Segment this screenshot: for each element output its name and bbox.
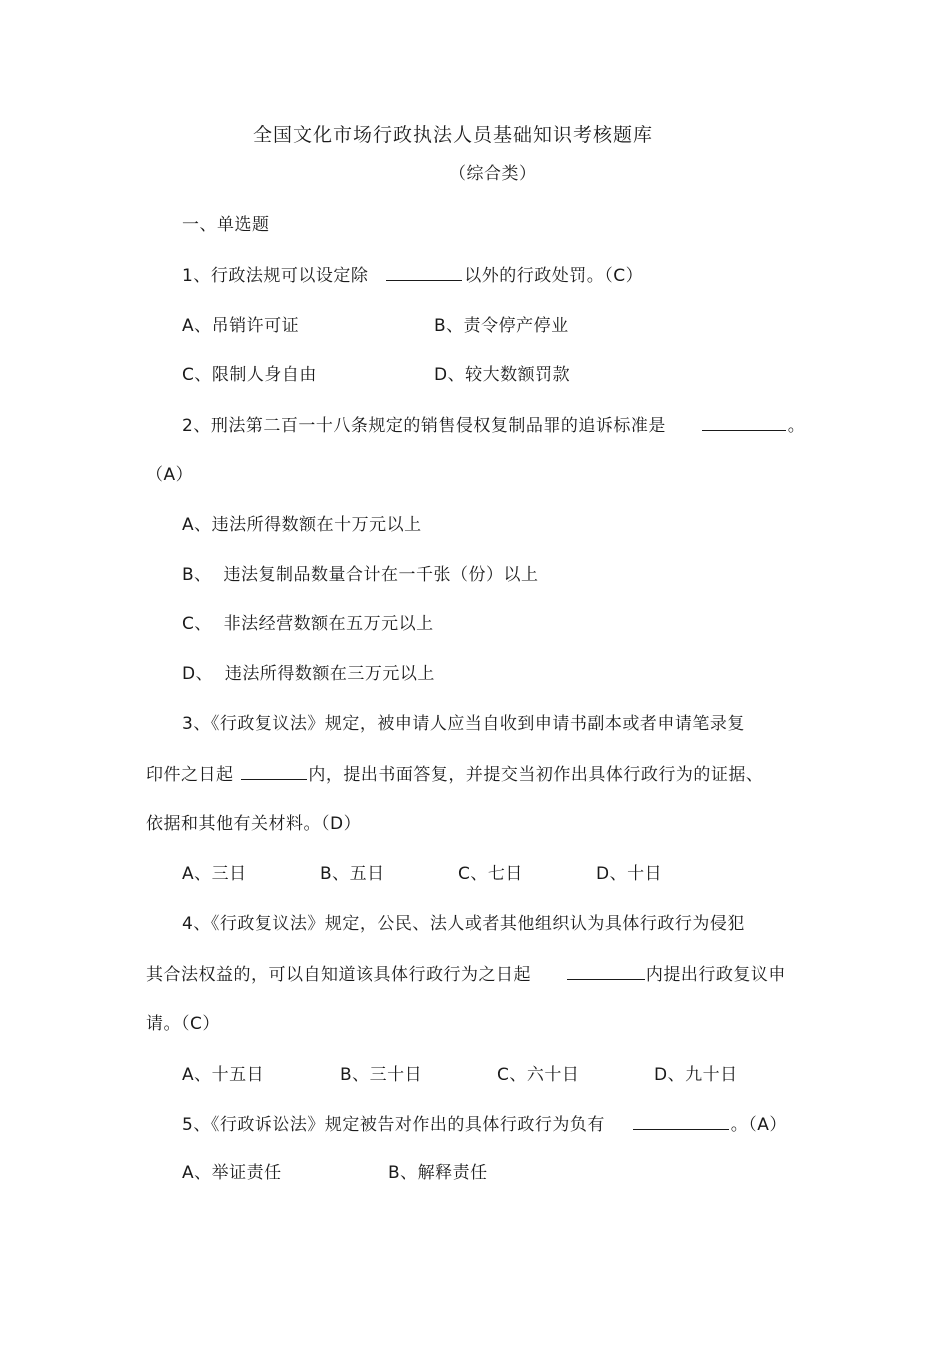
question-1-option-d: D、较大数额罚款 <box>434 365 571 385</box>
answer-blank <box>241 762 307 780</box>
section-heading: 一、单选题 <box>182 215 270 235</box>
answer-blank <box>633 1112 729 1130</box>
question-2-answer: （A） <box>146 465 194 485</box>
question-4-line-3: 请。（C） <box>146 1014 220 1034</box>
question-5-option-a: A、举证责任 <box>182 1163 282 1183</box>
question-4-line-1: 4、《行政复议法》规定，公民、法人或者其他组织认为具体行政行为侵犯 <box>182 914 745 934</box>
question-4-option-a: A、十五日 <box>182 1065 265 1085</box>
question-4-option-c: C、六十日 <box>497 1065 580 1085</box>
question-3-line-1: 3、《行政复议法》规定，被申请人应当自收到申请书副本或者申请笔录复 <box>182 714 745 734</box>
question-3-line-2 <box>146 762 763 787</box>
question-1-stem <box>182 263 643 288</box>
question-5-option-b: B、解释责任 <box>388 1163 488 1183</box>
question-3-option-d: D、十日 <box>596 864 663 884</box>
question-2-option-a: A、违法所得数额在十万元以上 <box>182 515 422 535</box>
question-4-option-d: D、九十日 <box>654 1065 738 1085</box>
question-5-stem <box>182 1112 787 1137</box>
question-4-line-2-after: 内提出行政复议申 <box>645 965 786 985</box>
question-5-stem-before: 5、《行政诉讼法》规定被告对作出的具体行政行为负有 <box>182 1115 605 1135</box>
question-3-option-c: C、七日 <box>458 864 523 884</box>
question-1-stem-before: 1、行政法规可以设定除 <box>182 266 369 286</box>
question-1-option-b: B、责令停产停业 <box>434 316 569 336</box>
question-2-stem <box>182 413 805 438</box>
question-3-option-b: B、五日 <box>320 864 385 884</box>
question-2-stem-before: 2、刑法第二百一十八条规定的销售侵权复制品罪的追诉标准是 <box>182 416 666 436</box>
question-2-option-c: C、 非法经营数额在五万元以上 <box>182 614 434 634</box>
question-5-stem-after: 。（A） <box>730 1115 787 1135</box>
document-title: 全国文化市场行政执法人员基础知识考核题库 <box>253 124 654 146</box>
question-3-line-2-before: 印件之日起 <box>146 765 234 785</box>
question-1-option-a: A、吊销许可证 <box>182 316 300 336</box>
question-2-stem-after: 。 <box>787 416 806 436</box>
answer-blank <box>567 962 645 980</box>
question-4-option-b: B、三十日 <box>340 1065 423 1085</box>
answer-blank <box>702 413 786 431</box>
question-2-option-d: D、 违法所得数额在三万元以上 <box>182 664 435 684</box>
question-1-stem-after: 以外的行政处罚。（C） <box>464 266 644 286</box>
answer-blank <box>386 263 462 281</box>
question-1-option-c: C、限制人身自由 <box>182 365 317 385</box>
question-4-line-2-before: 其合法权益的，可以自知道该具体行政行为之日起 <box>146 965 531 985</box>
question-3-line-3: 依据和其他有关材料。（D） <box>146 814 362 834</box>
document-subtitle: （综合类） <box>449 164 537 184</box>
question-4-line-2 <box>146 962 786 987</box>
question-3-option-a: A、三日 <box>182 864 247 884</box>
question-2-option-b: B、 违法复制品数量合计在一千张（份）以上 <box>182 565 539 585</box>
question-3-line-2-after: 内，提出书面答复，并提交当初作出具体行政行为的证据、 <box>308 765 764 785</box>
